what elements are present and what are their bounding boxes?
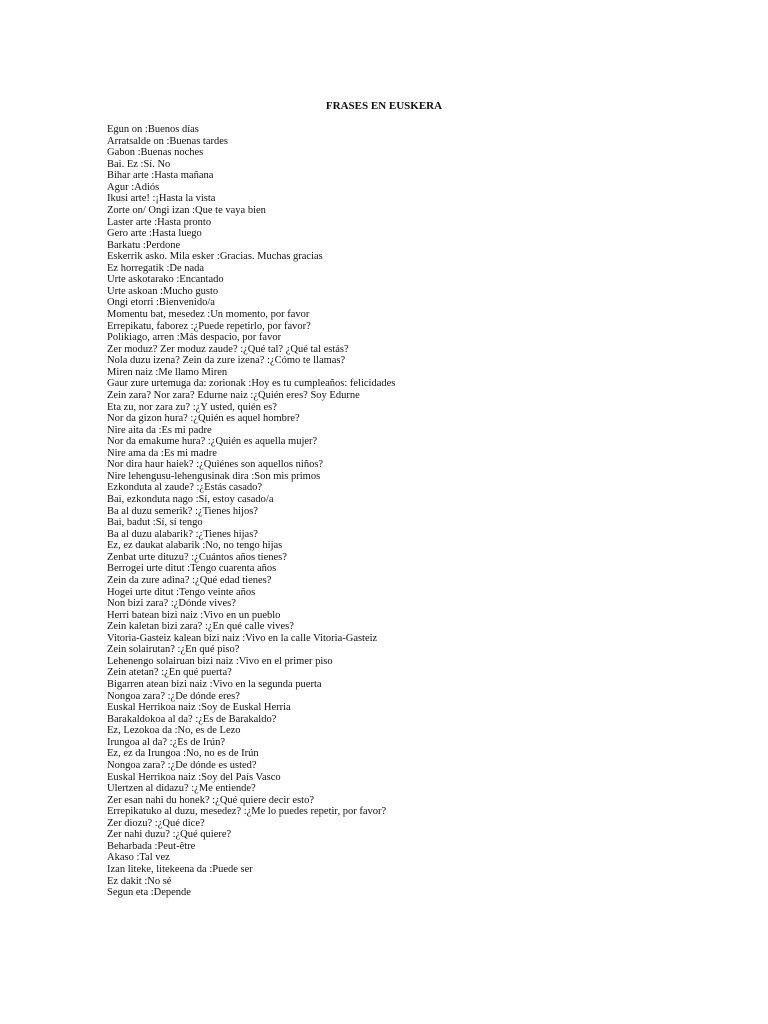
phrase-line: Zorte on/ Ongi izan :Que te vaya bien: [107, 204, 266, 216]
phrase-line: Ongi etorri :Bienvenido/a: [107, 297, 215, 309]
phrase-line: Barakaldokoa al da? :¿Es de Barakaldo?: [107, 713, 277, 725]
phrase-line: Segun eta :Depende: [107, 887, 191, 899]
phrase-line: Miren naiz :Me llamo Miren: [107, 366, 228, 378]
phrase-line: Errepikatuko al duzu, mesedez? :¿Me lo puedes repetir, por favor?: [107, 806, 387, 818]
phrase-line: Eta zu, nor zara zu? :¿Y usted, quién es?: [107, 401, 277, 413]
phrase-line: Ba al duzu alabarik? :¿Tienes hijas?: [107, 528, 258, 540]
phrase-line: Beharbada :Peut-être: [107, 840, 196, 852]
phrase-line: Lehenengo solairuan bizi naiz :Vivo en el primer piso: [107, 655, 333, 667]
phrase-line: Momentu bat, mesedez :Un momento, por favor: [107, 309, 310, 320]
phrase-line: Zer nahi duzu? :¿Qué quiere?: [107, 829, 232, 841]
phrase-line: Nongoa zara? :¿De dónde eres?: [107, 690, 240, 702]
phrase-line: Akaso :Tal vez: [107, 852, 170, 864]
phrase-line: Zer diozu? :¿Qué dice?: [107, 817, 205, 829]
phrase-line: Zenbat urte dituzu? :¿Cuántos años tienes?: [107, 551, 287, 563]
phrase-line: Gero arte :Hasta luego: [107, 228, 202, 240]
phrase-list: [107, 124, 727, 899]
phrase-line: Ez horregatik :De nada: [107, 262, 205, 274]
phrase-line: Zein zara? Nor zara? Edurne naiz :¿Quién eres? Soy Edurne: [107, 389, 360, 401]
phrase-line: Herri batean bizi naiz :Vivo en un pueblo: [107, 609, 281, 621]
phrase-line: Egun on :Buenos días: [107, 124, 199, 135]
phrase-line: Nire lehengusu-lehengusinak dira :Son mis primos: [107, 470, 321, 482]
phrase-line: Ikusi arte! :¡Hasta la vista: [107, 193, 216, 205]
phrase-line: Nor da emakume hura? :¿Quién es aquella mujer?: [107, 436, 318, 448]
phrase-line: Hogei urte ditut :Tengo veinte años: [107, 586, 256, 598]
phrase-line: Errepikatu, faborez :¿Puede repetirlo, por favor?: [107, 320, 311, 332]
phrase-line: Agur :Adiós: [107, 181, 160, 193]
phrase-line: Irungoa al da? :¿Es de Irún?: [107, 736, 226, 748]
phrase-line: Urte askotarako :Encantado: [107, 274, 224, 286]
phrase-line: Ez, Lezokoa da :No, es de Lezo: [107, 725, 241, 737]
phrase-line: Zein atetan? :¿En qué puerta?: [107, 667, 232, 679]
phrase-line: Bigarren atean bizi naiz :Vivo en la segunda puerta: [107, 679, 322, 690]
phrase-line: Ba al duzu semerik? :¿Tienes hijos?: [107, 505, 258, 517]
phrase-line: Bai, ezkonduta nago :Sí, estoy casado/a: [107, 494, 274, 505]
phrase-line: Euskal Herrikoa naiz :Soy de Euskal Herria: [107, 702, 291, 714]
phrase-line: Gabon :Buenas noches: [107, 147, 204, 159]
phrase-line: Laster arte :Hasta pronto: [107, 216, 212, 228]
phrase-line: Zer moduz? Zer moduz zaude? :¿Qué tal? ¿Qué tal estás?: [107, 343, 349, 355]
phrase-line: Ez dakit :No sé: [107, 875, 172, 887]
phrase-line: Zer esan nahi du honek? :¿Qué quiere decir esto?: [107, 794, 314, 806]
phrase-line: Izan liteke, litekeena da :Puede ser: [107, 864, 253, 875]
phrase-line: Bai, badut :Sí, sí tengo: [107, 517, 203, 529]
phrase-line: Polikiago, arren :Más despacio, por favor: [107, 332, 282, 344]
phrase-line: Zein solairutan? :¿En qué piso?: [107, 644, 240, 656]
phrase-line: Nongoa zara? :¿De dónde es usted?: [107, 759, 257, 771]
phrase-line: Vitoria-Gasteiz kalean bizi naiz :Vivo en la calle Vitoria-Gasteiz: [107, 632, 378, 644]
phrase-line: Zein kaletan bizi zara? :¿En qué calle vives?: [107, 621, 294, 633]
phrase-line: Nire aita da :Es mi padre: [107, 424, 212, 436]
phrase-line: Ez, ez da Irungoa :No, no es de Irún: [107, 748, 259, 760]
phrase-line: Gaur zure urtemuga da: zorionak :Hoy es tu cumpleaños: felicidades: [107, 378, 396, 390]
phrase-line: Ez, ez daukat alabarik :No, no tengo hijas: [107, 540, 283, 552]
phrase-line: Berrogei urte ditut :Tengo cuarenta años: [107, 563, 277, 575]
phrase-line: Nola duzu izena? Zein da zure izena? :¿Cómo te llamas?: [107, 355, 346, 367]
phrase-line: Nor da gizon hura? :¿Quién es aquel hombre?: [107, 413, 300, 425]
phrase-line: Barkatu :Perdone: [107, 239, 181, 251]
phrase-line: Bai. Ez :Sí. No: [107, 158, 171, 170]
phrase-line: Bihar arte :Hasta mañana: [107, 170, 214, 182]
phrase-line: Eskerrik asko. Mila esker :Gracias. Muchas gracias: [107, 251, 323, 263]
page-title: FRASES EN EUSKERA: [325, 100, 443, 112]
phrase-line: Nor dira haur haiek? :¿Quiénes son aquellos niños?: [107, 459, 324, 471]
phrase-line: Ulertzen al didazu? :¿Me entiende?: [107, 783, 256, 795]
phrase-line: Urte askoan :Mucho gusto: [107, 285, 219, 297]
phrase-line: Nire ama da :Es mi madre: [107, 447, 217, 459]
phrase-line: Zein da zure adina? :¿Qué edad tienes?: [107, 574, 272, 586]
phrase-line: Arratsalde on :Buenas tardes: [107, 135, 229, 147]
phrase-line: Euskal Herrikoa naiz :Soy del País Vasco: [107, 771, 281, 783]
phrase-line: Ezkonduta al zaude? :¿Estás casado?: [107, 482, 263, 494]
phrase-line: Non bizi zara? :¿Dónde vives?: [107, 598, 236, 610]
